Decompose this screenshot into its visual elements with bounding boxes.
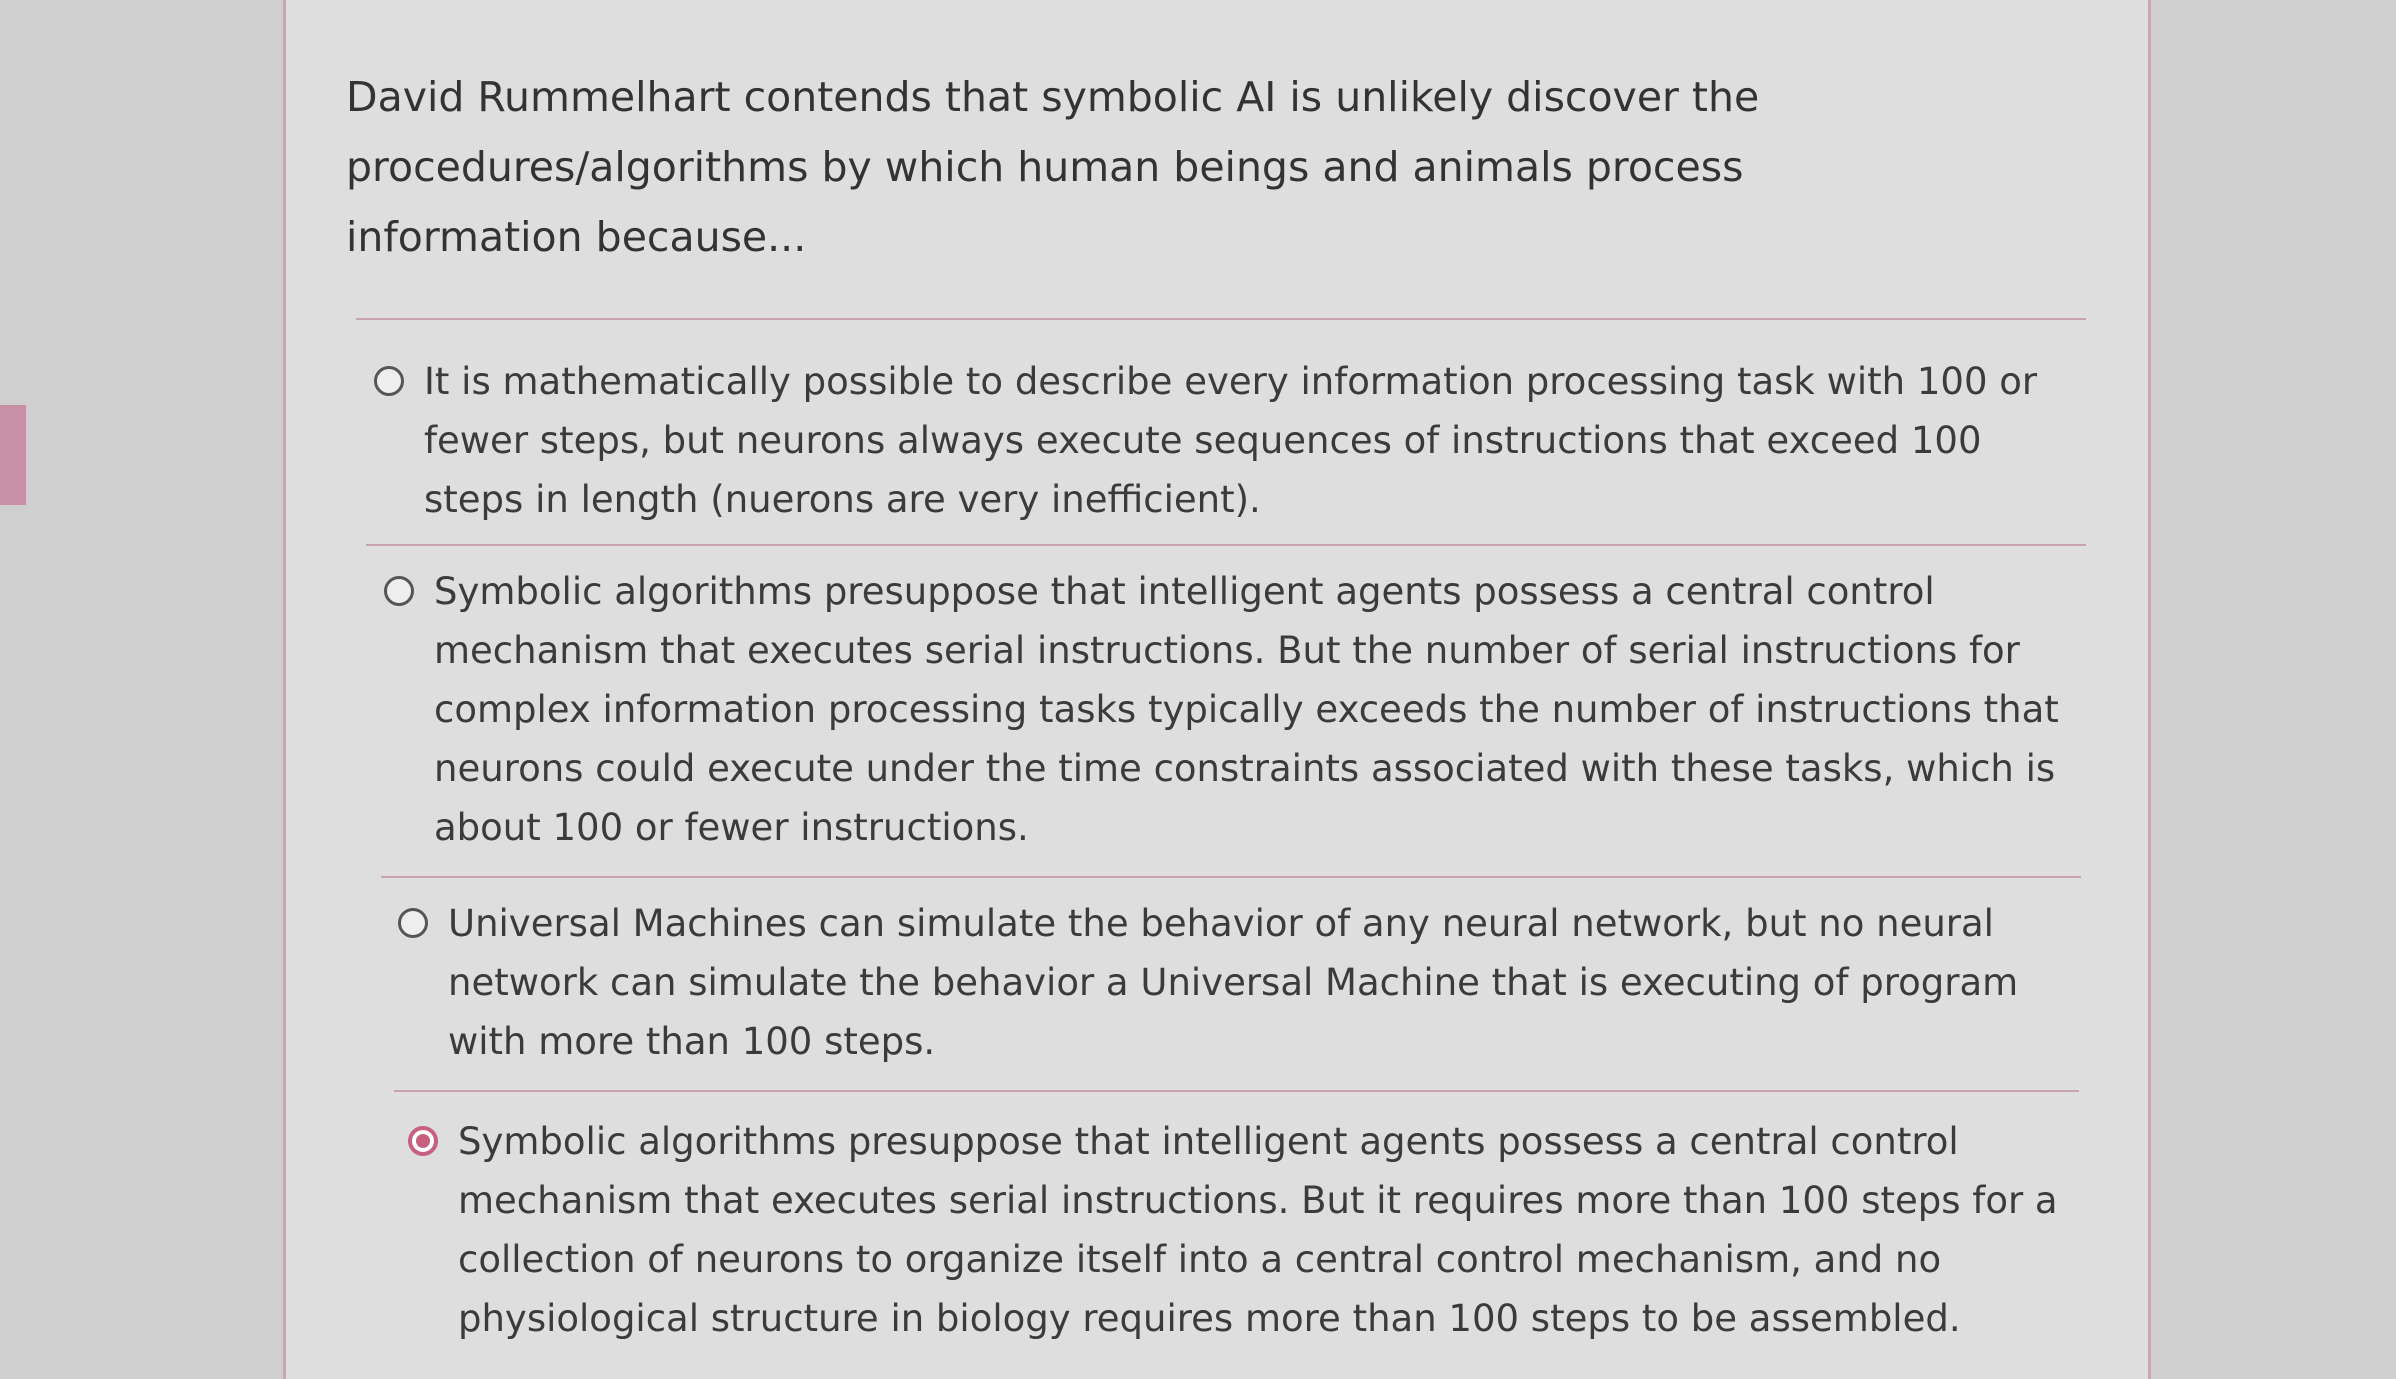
option-label: Universal Machines can simulate the behavior of any neural network, but no neural network can simulate the behavior a Universal Machine that is executing of program with more than 100 steps.: [448, 902, 2019, 1063]
answer-option-2[interactable]: [384, 562, 2064, 857]
answer-option-3[interactable]: [398, 894, 2058, 1071]
radio-button[interactable]: [374, 366, 404, 396]
option-label: Symbolic algorithms presuppose that intelligent agents possess a central control mechanism that executes serial instructions. But it requires more than 100 steps for a collection of neurons to organize itself into a central control mechanism, and no physiological structure in biology requires more than 100 steps to be assembled.: [458, 1120, 2058, 1340]
answer-option-1[interactable]: [374, 352, 2074, 529]
divider: [394, 1090, 2079, 1092]
divider: [356, 318, 2086, 320]
question-panel: [283, 0, 2151, 1379]
option-label: It is mathematically possible to describe every information processing task with 100 or fewer steps, but neurons always execute sequences of instructions that exceed 100 steps in length (nuerons are very inefficient).: [424, 360, 2038, 521]
radio-button[interactable]: [384, 576, 414, 606]
side-tab: [0, 405, 26, 505]
radio-button-selected[interactable]: [408, 1126, 438, 1156]
divider: [366, 544, 2086, 546]
radio-button[interactable]: [398, 908, 428, 938]
option-label: Symbolic algorithms presuppose that intelligent agents possess a central control mechanism that executes serial instructions. But the number of serial instructions for complex information processing tasks typically exceeds the number of instructions that neurons could execute under the time constraints associated with these tasks, which is about 100 or fewer instructions.: [434, 570, 2059, 849]
question-text: David Rummelhart contends that symbolic AI is unlikely discover the procedures/algorithms by which human beings and animals process information because...: [346, 73, 1760, 261]
answer-option-4[interactable]: [408, 1112, 2068, 1348]
divider: [381, 876, 2081, 878]
